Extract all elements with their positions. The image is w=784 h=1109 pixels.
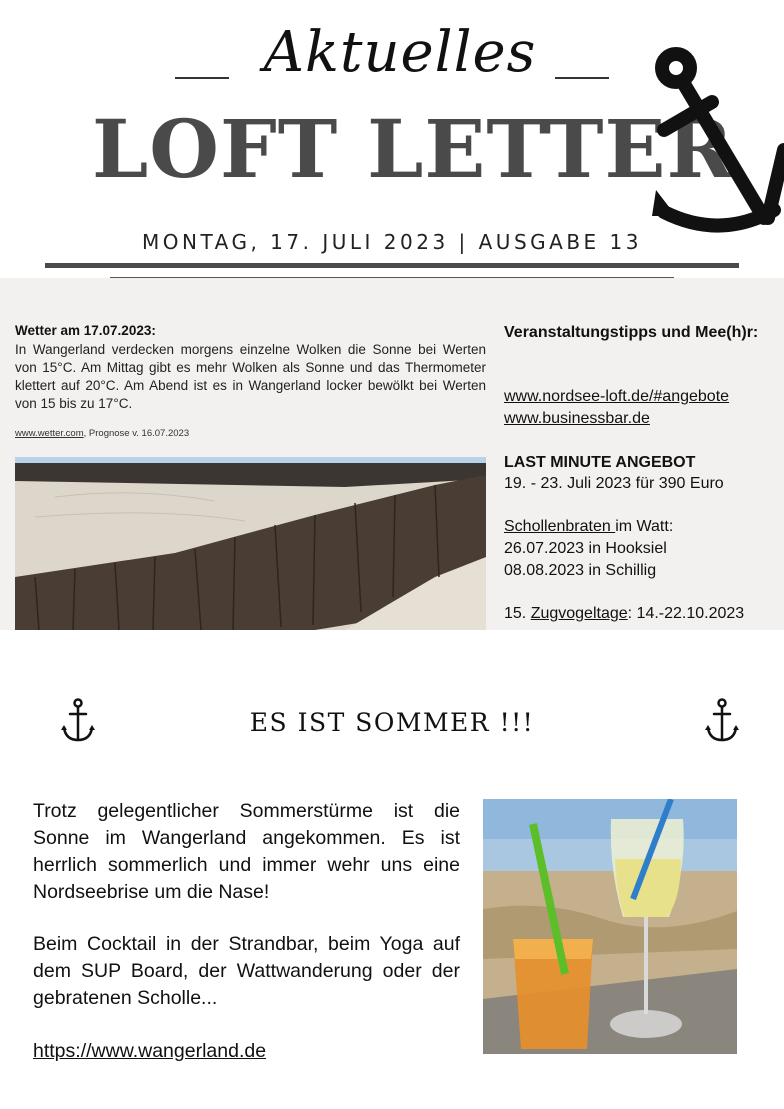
script-title: Aktuelles — [263, 20, 537, 85]
beach-fence-image — [15, 457, 486, 630]
title-dash-left — [175, 77, 229, 79]
summer-paragraph-2: Beim Cocktail in der Strandbar, beim Yoga auf dem SUP Board, der Wattwanderung oder der gebratenen Scholle... — [33, 933, 460, 1009]
summer-heading: ES IST SOMMER !!! — [249, 708, 535, 737]
wangerland-link[interactable]: https://www.wangerland.de — [33, 1040, 267, 1062]
dateline: MONTAG, 17. JULI 2023 | AUSGABE 13 — [142, 230, 642, 254]
schollenbraten-link[interactable]: Schollenbraten — [504, 518, 616, 535]
zugvogeltage-line: 15. Zugvogeltage: 14.-22.10.2023 — [504, 605, 745, 622]
main-title: LOFT LETTER — [92, 102, 735, 196]
zugvogeltage-link[interactable]: Zugvogeltage — [530, 605, 628, 622]
nordsee-loft-link[interactable]: www.nordsee-loft.de/#angebote — [504, 388, 730, 405]
schollen-date-1: 26.07.2023 in Hooksiel — [504, 540, 667, 557]
weather-source: www.wetter.com, Prognose v. 16.07.2023 — [15, 428, 190, 439]
anchor-icon — [650, 40, 784, 240]
weather-heading: Wetter am 17.07.2023: — [15, 323, 156, 338]
title-dash-right — [555, 77, 609, 79]
last-minute-heading: LAST MINUTE ANGEBOT — [504, 454, 696, 471]
events-heading: Veranstaltungstipps und Mee(h)r: — [504, 324, 759, 341]
schollenbraten-line: Schollenbraten im Watt: — [504, 518, 674, 535]
cocktail-image — [483, 799, 737, 1054]
header-rule — [45, 263, 739, 268]
wetter-link[interactable]: www.wetter.com — [15, 428, 84, 439]
weather-text: In Wangerland verdecken morgens einzelne Wolken die Sonne bei Werten von 15°C. Am Mittag gibt es mehr Wolken als Sonne und das Thermometer klettert auf 20°C. Am Abend ist es in Wangerland locker bewölkt bei Werten von 15 bis zu 17°C. — [15, 342, 486, 411]
schollen-date-2: 08.08.2023 in Schillig — [504, 562, 657, 579]
last-minute-text: 19. - 23. Juli 2023 für 390 Euro — [504, 475, 724, 492]
businessbar-link[interactable]: www.businessbar.de — [504, 410, 650, 427]
summer-paragraph-1: Trotz gelegentlicher Sommerstürme ist die Sonne im Wangerland angekommen. Es ist herrlich sommerlich und immer wehr uns eine Nordseebrise um die Nase! — [33, 800, 460, 903]
